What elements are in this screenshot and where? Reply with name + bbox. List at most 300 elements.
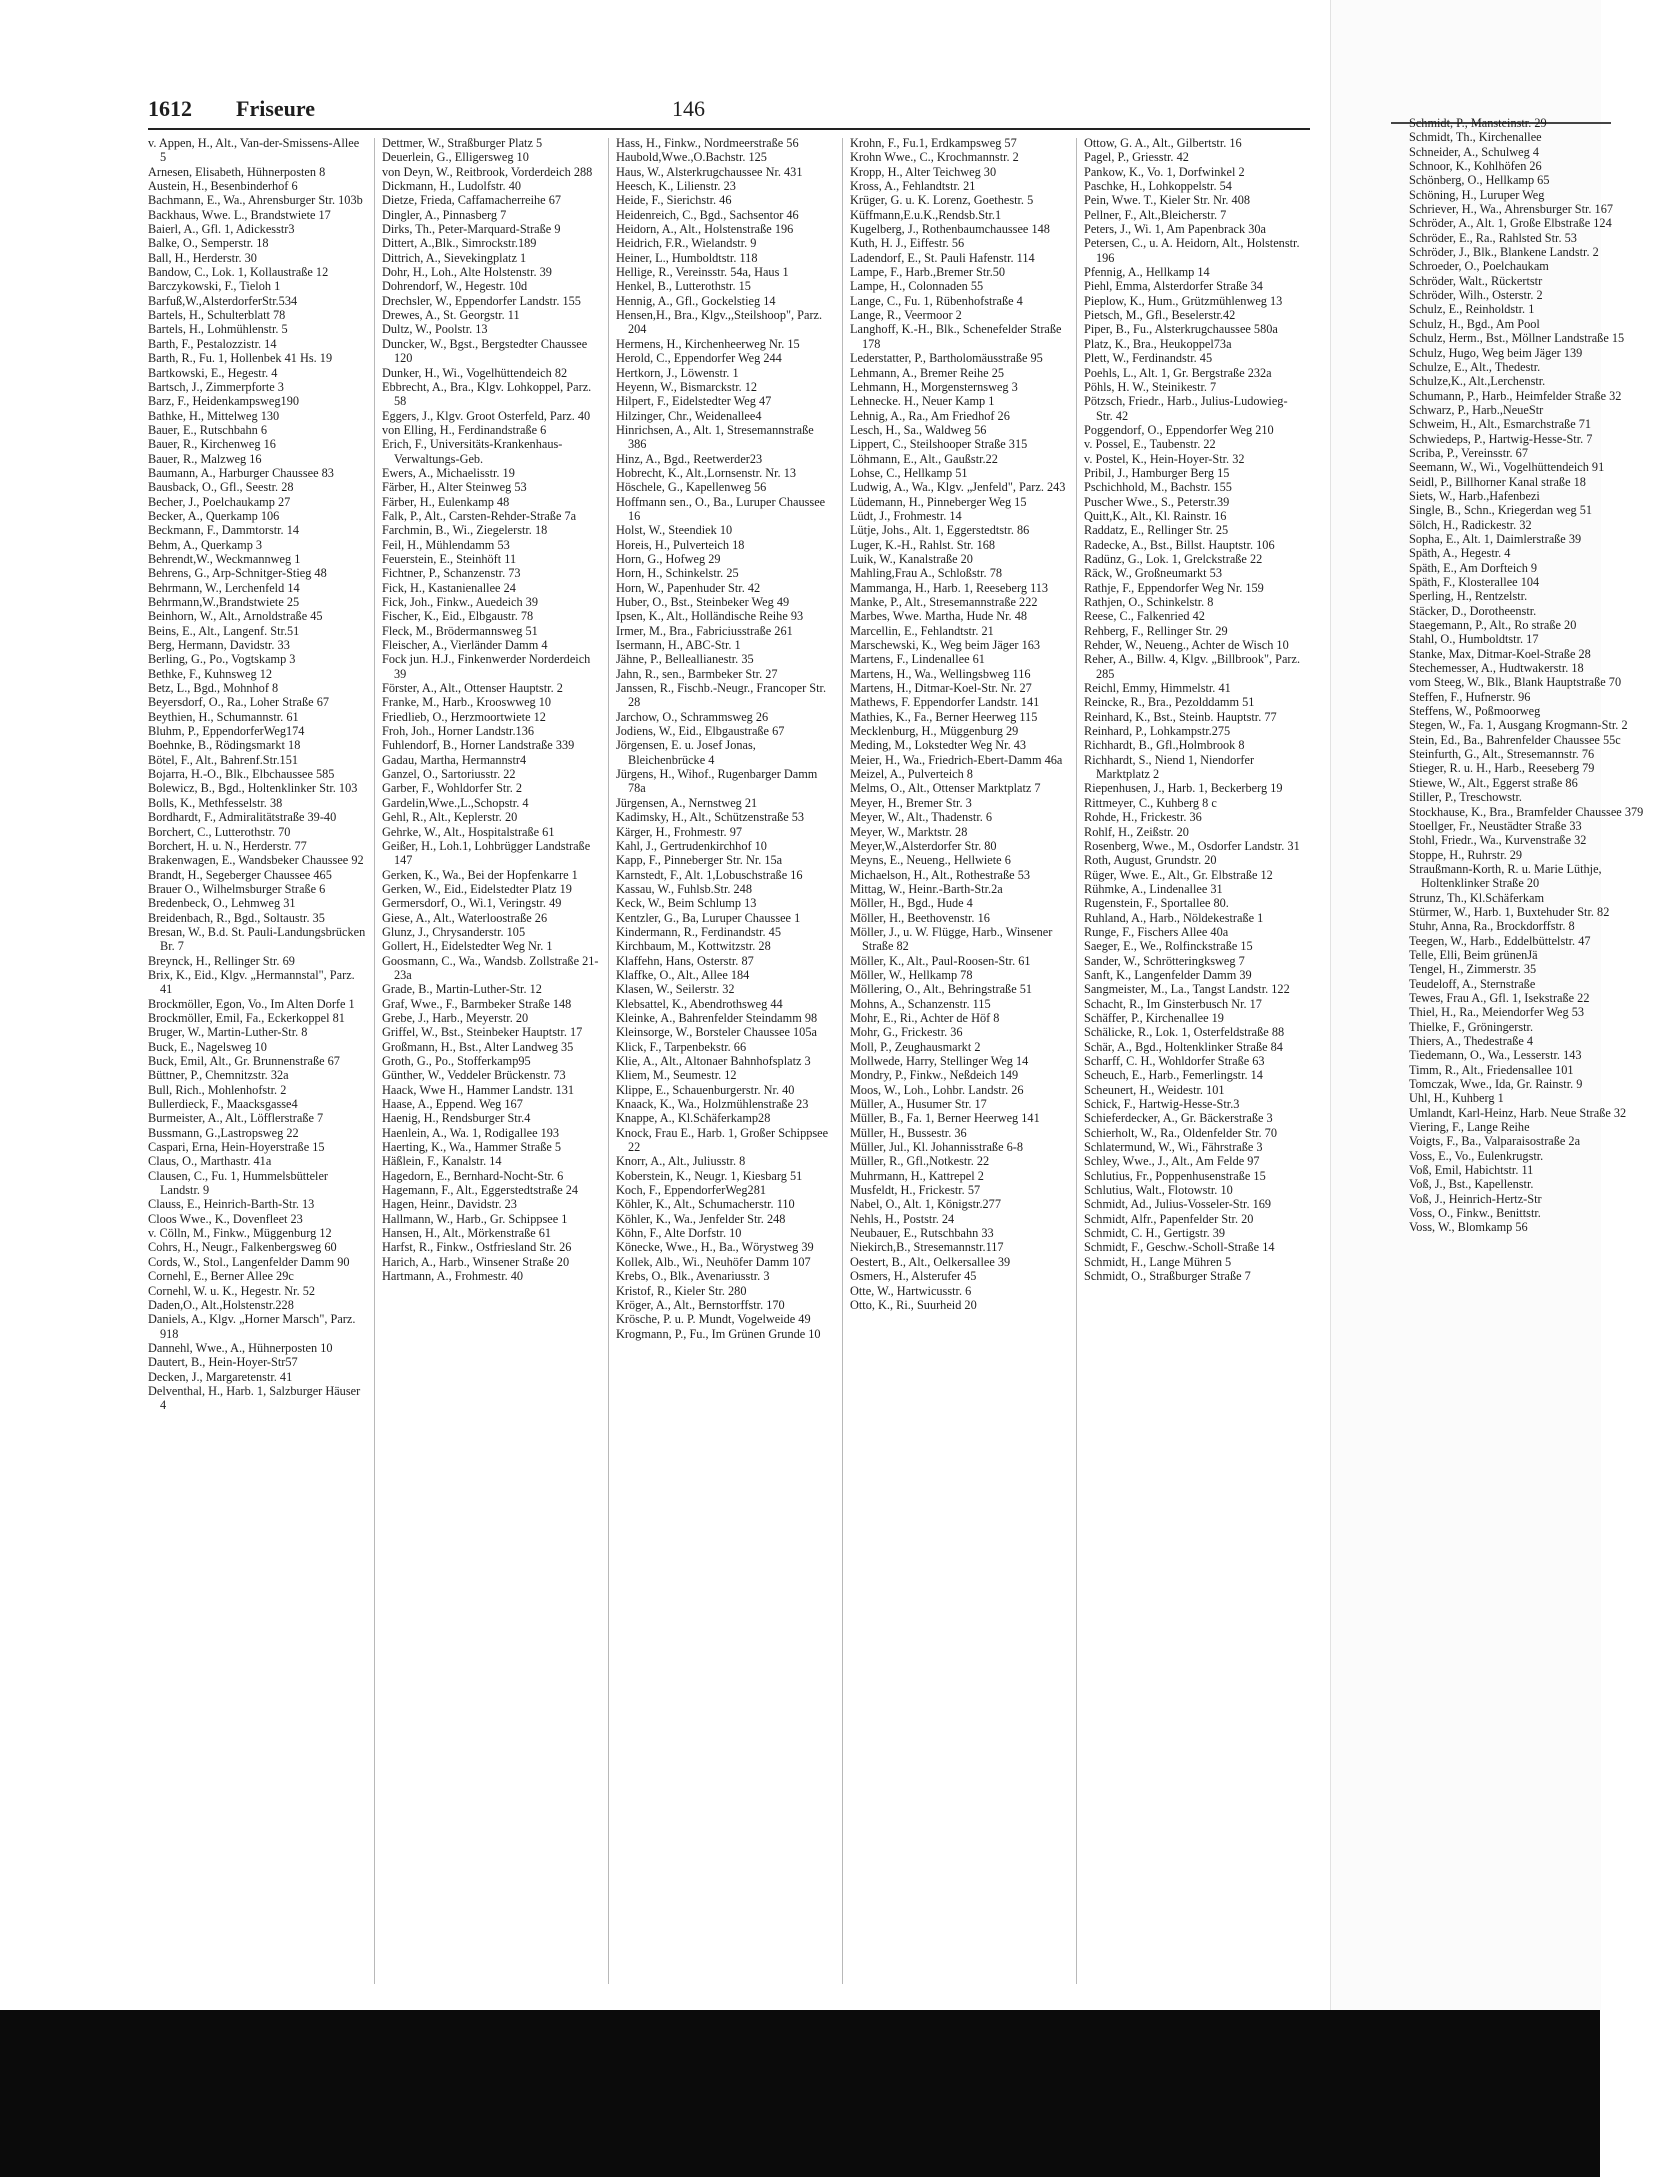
directory-entry: Bauer, R., Malzweg 16	[148, 451, 262, 466]
directory-entry: Piper, B., Fu., Alsterkrugchaussee 580a	[1084, 322, 1278, 337]
directory-entry: Schmidt, O., Straßburger Straße 7	[1084, 1269, 1251, 1284]
directory-entry: Osmers, H., Alsterufer 45	[850, 1269, 977, 1284]
directory-entry: Heidrich, F.R., Wielandstr. 9	[616, 236, 757, 251]
directory-entry: Barz, F., Heidenkampsweg190	[148, 394, 299, 409]
page-title: Friseure	[236, 96, 316, 121]
directory-entry: Scharff, C. H., Wohldorfer Straße 63	[1084, 1054, 1265, 1068]
directory-entry: Pöhls, H. W., Steinikestr. 7	[1084, 379, 1217, 394]
directory-entry: Sperling, H., Rentzelstr.	[1409, 589, 1528, 604]
directory-entry: Hoffmann sen., O., Ba., Luruper Chaussee 16	[616, 494, 826, 523]
directory-entry: Tomczak, Wwe., Ida, Gr. Rainstr. 9	[1409, 1077, 1583, 1092]
directory-entry: Mohr, G., Frickestr. 36	[850, 1025, 963, 1040]
directory-entry: Häßlein, F., Kanalstr. 14	[382, 1154, 502, 1169]
directory-entry: Pribil, J., Hamburger Berg 15	[1084, 465, 1230, 480]
directory-entry: Baumann, A., Harburger Chaussee 83	[148, 465, 334, 480]
directory-entry: Cords, W., Stol., Langenfelder Damm 90	[148, 1254, 350, 1269]
directory-entry: Stiewe, W., Alt., Eggerst straße 86	[1409, 775, 1578, 790]
directory-entry: Scriba, P., Vereinsstr. 67	[1409, 445, 1528, 460]
directory-entry: Voss, W., Blomkamp 56	[1409, 1220, 1528, 1235]
directory-entry: Löhmann, E., Alt., Gaußstr.22	[850, 451, 998, 466]
directory-entry: Otto, K., Ri., Suurheid 20	[850, 1297, 977, 1312]
directory-entry: Klie, A., Alt., Altonaer Bahnhofsplatz 3	[616, 1054, 811, 1068]
directory-entry: Steffens, W., Poßmoorweg	[1409, 704, 1541, 719]
directory-entry: Knaack, K., Wa., Holzmühlenstraße 23	[616, 1097, 809, 1112]
directory-entry: Schlatermund, W., Wi., Fährstraße 3	[1084, 1140, 1263, 1155]
directory-entry: Schröder, A., Alt. 1, Große Elbstraße 124	[1409, 216, 1612, 231]
directory-entry: Reese, C., Falkenried 42	[1084, 609, 1205, 624]
directory-entry: Feuerstein, E., Steinhöft 11	[382, 551, 517, 566]
directory-entry: Küffmann,E.u.K.,Rendsb.Str.1	[850, 207, 1002, 222]
directory-entry: Müller, B., Fa. 1, Berner Heerweg 141	[850, 1111, 1040, 1126]
directory-entry: Müller, R., Gfl.,Notkestr. 22	[850, 1154, 990, 1169]
directory-entry: Lüdt, J., Frohmestr. 14	[850, 508, 962, 523]
directory-entry: Dingler, A., Pinnasberg 7	[382, 207, 507, 222]
directory-entry: Decken, J., Margaretenstr. 41	[148, 1369, 293, 1384]
directory-entry: Bussmann, G.,Lastropsweg 22	[148, 1125, 299, 1140]
directory-entry: Haerting, K., Wa., Hammer Straße 5	[382, 1140, 562, 1155]
directory-entry: Meyer,W.,Alsterdorfer Str. 80	[850, 838, 997, 853]
directory-entry: Voß, J., Bst., Kapellenstr.	[1409, 1177, 1534, 1192]
directory-entry: Hennig, A., Gfl., Gockelstieg 14	[616, 293, 776, 308]
directory-entry: Bauer, R., Kirchenweg 16	[148, 437, 276, 452]
directory-entry: Straußmann-Korth, R. u. Marie Lüthje, Holtenklinker Straße 20	[1409, 861, 1602, 891]
directory-entry: Friedlieb, O., Herzmoortwiete 12	[382, 709, 546, 724]
directory-entry: Gadau, Martha, Hermannstr4	[382, 752, 527, 767]
directory-entry: Färber, H., Eulenkamp 48	[382, 494, 510, 509]
directory-entry: Behm, A., Querkamp 3	[148, 537, 263, 552]
directory-entry: Schmidt, F., Geschw.-Scholl-Straße 14	[1084, 1240, 1275, 1255]
directory-entry: Drechsler, W., Eppendorfer Landstr. 155	[382, 293, 581, 308]
directory-entry: Hilpert, F., Eidelstedter Weg 47	[616, 394, 772, 409]
directory-entry: Meding, M., Lokstedter Weg Nr. 43	[850, 738, 1027, 753]
directory-entry: Jörgensen, E. u. Josef Jonas, Bleichenbrücke 4	[616, 738, 756, 767]
directory-entry: Voss, E., Vo., Eulenkrugstr.	[1409, 1148, 1544, 1163]
directory-entry: Clauss, E., Heinrich-Barth-Str. 13	[148, 1197, 315, 1212]
directory-entry: Krebs, O., Blk., Avenariusstr. 3	[616, 1269, 770, 1284]
directory-entry: Kristof, R., Kieler Str. 280	[616, 1283, 747, 1298]
directory-entry: Stahl, O., Humboldtstr. 17	[1409, 632, 1539, 647]
directory-entry: Schulz, E., Reinholdstr. 1	[1409, 302, 1535, 317]
directory-entry: Keck, W., Beim Schlump 13	[616, 896, 757, 911]
directory-entry: Koberstein, K., Neugr. 1, Kiesbarg 51	[616, 1168, 803, 1183]
directory-entry: von Elling, H., Ferdinandstraße 6	[382, 422, 547, 437]
directory-entry: Seidl, P., Billhorner Kanal straße 18	[1409, 474, 1586, 489]
directory-entry: Behrmann, W., Lerchenfeld 14	[148, 580, 300, 595]
directory-entry: Schröder, Wilh., Osterstr. 2	[1409, 288, 1543, 303]
directory-entry: Sangmeister, M., La., Tangst Landstr. 122	[1084, 982, 1290, 997]
directory-entry: Fichtner, P., Schanzenstr. 73	[382, 566, 521, 581]
directory-entry: Grebe, J., Harb., Meyerstr. 20	[382, 1010, 529, 1025]
directory-entry: Harfst, R., Finkw., Ostfriesland Str. 26	[382, 1240, 572, 1255]
directory-entry: Gardelin,Wwe.,L.,Schopstr. 4	[382, 795, 529, 810]
directory-entry: Lehnecke. H., Neuer Kamp 1	[850, 394, 995, 409]
directory-entry: Stuhr, Anna, Ra., Brockdorffstr. 8	[1409, 919, 1575, 934]
directory-entry: Mondry, P., Finkw., Neßdeich 149	[850, 1068, 1019, 1083]
directory-entry: Kugelberg, J., Rothenbaumchaussee 148	[850, 222, 1050, 237]
directory-entry: Schulz, Herm., Bst., Möllner Landstraße 15	[1409, 331, 1625, 346]
directory-entry: Bolewicz, B., Bgd., Holtenklinker Str. 103	[148, 781, 358, 796]
directory-entry: Fleischer, A., Vierländer Damm 4	[382, 638, 548, 653]
directory-entry: Klasen, W., Seilerstr. 32	[616, 982, 735, 997]
directory-entry: Irmer, M., Bra., Fabriciusstraße 261	[616, 623, 793, 638]
directory-entry: Schmidt, Th., Kirchenallee	[1409, 130, 1542, 145]
directory-entry: Hartmann, A., Frohmestr. 40	[382, 1269, 524, 1284]
directory-entry: Horn, W., Papenhuder Str. 42	[616, 580, 761, 595]
directory-entry: Gehrke, W., Alt., Hospitalstraße 61	[382, 824, 555, 839]
directory-entry: Voß, J., Heinrich-Hertz-Str	[1409, 1191, 1542, 1206]
directory-entry: Rittmeyer, C., Kuhberg 8 c	[1084, 795, 1217, 810]
directory-entry: Behrens, G., Arp-Schnitger-Stieg 48	[148, 566, 327, 581]
directory-entry: Dannehl, Wwe., A., Hühnerposten 10	[148, 1340, 333, 1355]
directory-entry: Richhardt, S., Niend 1, Niendorfer Marktplatz 2	[1084, 752, 1255, 782]
directory-entry: Brockmöller, Emil, Fa., Eckerkoppel 81	[148, 1010, 345, 1025]
directory-entry: Musfeldt, H., Frickestr. 57	[850, 1183, 981, 1198]
directory-entry: Hansen, H., Alt., Mörkenstraße 61	[382, 1226, 552, 1241]
directory-entry: Bluhm, P., EppendorferWeg174	[148, 724, 305, 739]
directory-entry: Rohde, H., Frickestr. 36	[1084, 810, 1202, 825]
column-divider	[608, 138, 609, 1984]
directory-entry: Steinfurth, G., Alt., Stresemannstr. 76	[1409, 747, 1595, 762]
directory-entry: Poehls, L., Alt. 1, Gr. Bergstraße 232a	[1084, 365, 1272, 380]
directory-columns	[148, 136, 1318, 1986]
directory-entry: Mammanga, H., Harb. 1, Reeseberg 113	[850, 580, 1049, 595]
directory-entry: Kuth, H. J., Eiffestr. 56	[850, 236, 965, 251]
directory-entry: Paschke, H., Lohkoppelstr. 54	[1084, 179, 1232, 194]
directory-entry: Dirks, Th., Peter-Marquard-Straße 9	[382, 222, 561, 237]
directory-entry: Holst, W., Steendiek 10	[616, 523, 733, 538]
directory-entry: Höschele, G., Kapellenweg 56	[616, 480, 767, 495]
directory-entry: Pieplow, K., Hum., Grützmühlenweg 13	[1084, 293, 1283, 308]
directory-entry: Meyer, H., Bremer Str. 3	[850, 795, 972, 810]
directory-entry: Single, B., Schn., Kriegerdan weg 51	[1409, 503, 1593, 518]
directory-entry: Schär, A., Bgd., Holtenklinker Straße 84	[1084, 1039, 1283, 1054]
directory-entry: Moos, W., Loh., Lohbr. Landstr. 26	[850, 1082, 1024, 1097]
directory-entry: Ludwig, A., Wa., Klgv. „Jenfeld", Parz. 243	[850, 480, 1066, 495]
directory-entry: Pankow, K., Vo. 1, Dorfwinkel 2	[1084, 164, 1245, 179]
directory-entry: Heide, F., Sierichstr. 46	[616, 193, 732, 208]
directory-entry: Burmeister, A., Alt., Löfflerstraße 7	[148, 1111, 324, 1126]
directory-entry: Ewers, A., Michaelisstr. 19	[382, 465, 515, 480]
directory-entry: vom Steeg, W., Blk., Blank Hauptstraße 70	[1409, 675, 1622, 690]
directory-entry: Reincke, R., Bra., Pezolddamm 51	[1084, 695, 1255, 710]
directory-entry: Bauer, E., Rutschbahn 6	[148, 422, 268, 437]
directory-entry: Umlandt, Karl-Heinz, Harb. Neue Straße 32	[1409, 1105, 1627, 1120]
directory-entry: Klaffehn, Hans, Osterstr. 87	[616, 953, 754, 968]
directory-entry: Schäffer, P., Kirchenallee 19	[1084, 1010, 1224, 1025]
directory-entry: Becker, A., Querkamp 106	[148, 508, 280, 523]
directory-entry: Krohn Wwe., C., Krochmannstr. 2	[850, 150, 1019, 165]
directory-entry: Ladendorf, E., St. Pauli Hafenstr. 114	[850, 250, 1035, 265]
directory-entry: Uhl, H., Kuhberg 1	[1409, 1091, 1504, 1106]
directory-entry: Förster, A., Alt., Ottenser Hauptstr. 2	[382, 681, 563, 696]
directory-entry: Hensen,H., Bra., Klgv.,,Steilshoop", Parz. 204	[616, 308, 823, 337]
directory-entry: Platz, K., Bra., Heukoppel73a	[1084, 336, 1232, 351]
directory-entry: Thiel, H., Ra., Meiendorfer Weg 53	[1409, 1005, 1584, 1020]
directory-entry: Brandt, H., Segeberger Chaussee 465	[148, 867, 332, 882]
directory-entry: Ottow, G. A., Alt., Gilbertstr. 16	[1084, 136, 1242, 150]
directory-entry: Grade, B., Martin-Luther-Str. 12	[382, 982, 542, 997]
directory-entry: Daniels, A., Klgv. „Horner Marsch", Parz. 918	[148, 1312, 356, 1341]
directory-entry: Henkel, B., Lutterothstr. 15	[616, 279, 751, 294]
directory-entry: Dittrich, A., Sievekingplatz 1	[382, 250, 527, 265]
directory-entry: Großmann, H., Bst., Alter Landweg 35	[382, 1039, 574, 1054]
directory-entry: Köhler, K., Alt., Schumacherstr. 110	[616, 1197, 795, 1212]
directory-entry: Harich, A., Harb., Winsener Straße 20	[382, 1254, 570, 1269]
directory-entry: Scheunert, H., Weidestr. 101	[1084, 1082, 1225, 1097]
directory-column-4	[850, 136, 1068, 1986]
directory-entry: Brockmöller, Egon, Vo., Im Alten Dorfe 1	[148, 996, 355, 1011]
directory-entry: Hallmann, W., Harb., Gr. Schippsee 1	[382, 1211, 568, 1226]
directory-entry: Stockhause, K., Bra., Bramfelder Chaussee 379	[1409, 804, 1644, 819]
directory-entry: Petersen, C., u. A. Heidorn, Alt., Holstenstr. 196	[1084, 236, 1300, 265]
directory-entry: Reinhard, P., Lohkampstr.275	[1084, 724, 1231, 739]
directory-entry: Borchert, C., Lutterothstr. 70	[148, 824, 291, 839]
directory-entry: Peters, J., Wi. 1, Am Papenbrack 30a	[1084, 222, 1266, 237]
directory-entry: Kleinsorge, W., Borsteler Chaussee 105a	[616, 1025, 817, 1040]
directory-entry: Scheuch, E., Harb., Femerlingstr. 14	[1084, 1068, 1263, 1083]
directory-entry: Hinrichsen, A., Alt. 1, Stresemannstraße 386	[616, 422, 814, 452]
directory-entry: Mathews, F. Eppendorfer Landstr. 141	[850, 695, 1040, 710]
directory-entry: Möller, K., Alt., Paul-Roosen-Str. 61	[850, 953, 1031, 968]
directory-entry: Lehmann, H., Morgensternsweg 3	[850, 379, 1018, 394]
directory-entry: Telle, Elli, Beim grünenJä	[1409, 947, 1538, 962]
directory-entry: Brakenwagen, E., Wandsbeker Chaussee 92	[148, 853, 364, 868]
directory-entry: Claus, O., Marthastr. 41a	[148, 1154, 272, 1169]
directory-entry: Dautert, B., Hein-Hoyer-Str57	[148, 1355, 298, 1370]
directory-entry: Lütje, Johs., Alt. 1, Eggerstedtstr. 86	[850, 523, 1030, 538]
directory-entry: Graf, Wwe., F., Barmbeker Straße 148	[382, 996, 572, 1011]
directory-entry: Roth, August, Grundstr. 20	[1084, 853, 1217, 868]
directory-entry: Cornehl, W. u. K., Hegestr. Nr. 52	[148, 1283, 316, 1298]
directory-entry: Hilzinger, Chr., Weidenallee4	[616, 408, 762, 423]
directory-entry: Lüdemann, H., Pinneberger Weg 15	[850, 494, 1027, 509]
directory-entry: Lesch, H., Sa., Waldweg 56	[850, 422, 987, 437]
directory-entry: Schley, Wwe., J., Alt., Am Felde 97	[1084, 1154, 1260, 1169]
directory-entry: Mollwede, Harry, Stellinger Weg 14	[850, 1054, 1029, 1068]
directory-entry: Beyersdorf, O., Ra., Loher Straße 67	[148, 695, 329, 710]
directory-entry: v. Postel, K., Hein-Hoyer-Str. 32	[1084, 451, 1245, 466]
directory-entry: Heyenn, W., Bismarckstr. 12	[616, 379, 758, 394]
directory-entry: Kahl, J., Gertrudenkirchhof 10	[616, 838, 767, 853]
directory-entry: Krüger, G. u. K. Lorenz, Goethestr. 5	[850, 193, 1034, 208]
directory-entry: Stanke, Max, Ditmar-Koel-Straße 28	[1409, 646, 1591, 661]
directory-entry: Cornehl, E., Berner Allee 29c	[148, 1269, 294, 1284]
header-rule	[148, 128, 1310, 130]
directory-entry: Niekirch,B., Stresemannstr.117	[850, 1240, 1004, 1255]
directory-entry: Kollek, Alb., Wi., Neuhöfer Damm 107	[616, 1254, 811, 1269]
directory-entry: Koch, F., EppendorferWeg281	[616, 1183, 766, 1198]
directory-entry: von Deyn, W., Reitbrook, Vorderdeich 288	[382, 164, 593, 179]
adjacent-page-column	[1409, 116, 1669, 1976]
directory-entry: Delventhal, H., Harb. 1, Salzburger Häuser 4	[148, 1383, 361, 1413]
directory-entry: Hermens, H., Kirchenheerweg Nr. 15	[616, 336, 800, 351]
directory-entry: Schulz, H., Bgd., Am Pool	[1409, 316, 1540, 331]
directory-entry: Kropp, H., Alter Teichweg 30	[850, 164, 997, 179]
directory-entry: Schieferdecker, A., Gr. Bäckerstraße 3	[1084, 1111, 1273, 1126]
directory-entry: Schwiedeps, P., Hartwig-Hesse-Str. 7	[1409, 431, 1593, 446]
directory-entry: v. Cölln, M., Finkw., Müggenburg 12	[148, 1226, 332, 1241]
directory-entry: Giese, A., Alt., Waterloostraße 26	[382, 910, 548, 925]
directory-entry: Strunz, Th., Kl.Schäferkam	[1409, 890, 1545, 905]
directory-entry: Meyer, W., Marktstr. 28	[850, 824, 968, 839]
directory-entry: Voigts, F., Ba., Valparaisostraße 2a	[1409, 1134, 1581, 1149]
directory-entry: Huber, O., Bst., Steinbeker Weg 49	[616, 595, 790, 609]
directory-entry: Backhaus, Wwe. L., Brandstwiete 17	[148, 207, 331, 222]
directory-entry: Hagen, Heinr., Davidstr. 23	[382, 1197, 517, 1212]
directory-entry: Nabel, O., Alt. 1, Königstr.277	[850, 1197, 1001, 1212]
directory-entry: Mittag, W., Heinr.-Barth-Str.2a	[850, 881, 1003, 896]
center-page-number: 146	[672, 96, 705, 121]
directory-entry: Ball, H., Herderstr. 30	[148, 250, 257, 265]
directory-entry: Behrendt,W., Weckmannweg 1	[148, 551, 301, 566]
directory-entry: Riepenhusen, J., Harb. 1, Beckerberg 19	[1084, 781, 1283, 796]
column-divider	[842, 138, 843, 1984]
directory-entry: Müller, Jul., Kl. Johannisstraße 6-8	[850, 1140, 1024, 1155]
directory-entry: Meyer, W., Alt., Thadenstr. 6	[850, 810, 993, 825]
directory-entry: Teudeloff, A., Sternstraße	[1409, 976, 1536, 991]
directory-entry: Möller, H., Bgd., Hude 4	[850, 896, 973, 911]
directory-entry: Schierholt, W., Ra., Oldenfelder Str. 70	[1084, 1125, 1277, 1140]
directory-entry: Betz, L., Bgd., Mohnhof 8	[148, 681, 279, 696]
directory-entry: Schacht, R., Im Ginsterbusch Nr. 17	[1084, 996, 1262, 1011]
directory-entry: Dietze, Frieda, Caffamacherreihe 67	[382, 193, 562, 208]
directory-entry: Bullerdieck, F., Maacksgasse4	[148, 1097, 298, 1112]
directory-entry: Schmidt, Alfr., Papenfelder Str. 20	[1084, 1211, 1254, 1226]
directory-entry: Karnstedt, F., Alt. 1,Lobuschstraße 16	[616, 867, 803, 882]
directory-entry: Dunker, H., Wi., Vogelhüttendeich 82	[382, 365, 568, 380]
directory-entry: Kleinke, A., Bahrenfelder Steindamm 98	[616, 1010, 818, 1025]
directory-entry: Haus, W., Alsterkrugchaussee Nr. 431	[616, 164, 803, 179]
directory-entry: Bartels, H., Lohmühlenstr. 5	[148, 322, 288, 337]
directory-entry: Schweim, H., Alt., Esmarchstraße 71	[1409, 417, 1592, 432]
directory-entry: Isermann, H., ABC-Str. 1	[616, 638, 741, 653]
directory-entry: Cohrs, H., Neugr., Falkenbergsweg 60	[148, 1240, 337, 1255]
directory-entry: Raddatz, E., Rellinger Str. 25	[1084, 523, 1229, 538]
directory-entry: Brauer O., Wilhelmsburger Straße 6	[148, 881, 326, 896]
directory-entry: Saeger, E., We., Rolfinckstraße 15	[1084, 939, 1253, 954]
directory-entry: Gehl, R., Alt., Keplerstr. 20	[382, 810, 518, 825]
directory-entry: Mecklenburg, H., Müggenburg 29	[850, 724, 1019, 739]
directory-column-3	[616, 136, 834, 1986]
directory-entry: Germersdorf, O., Wi.1, Veringstr. 49	[382, 896, 562, 911]
directory-entry: Haenlein, A., Wa. 1, Rodigallee 193	[382, 1125, 560, 1140]
directory-entry: Drewes, A., St. Georgstr. 11	[382, 308, 520, 323]
directory-entry: Gerken, K., Wa., Bei der Hopfenkarre 1	[382, 867, 578, 882]
directory-entry: Bordhardt, F., Admiralitätstraße 39-40	[148, 810, 337, 825]
directory-entry: Heidorn, A., Alt., Holstenstraße 196	[616, 222, 794, 237]
directory-entry: Fick, Joh., Finkw., Auedeich 39	[382, 595, 538, 609]
directory-entry: Hagedorn, E., Bernhard-Nocht-Str. 6	[382, 1168, 564, 1183]
directory-entry: Thielke, F., Gröningerstr.	[1409, 1019, 1534, 1034]
directory-entry: Beinhorn, W., Alt., Arnoldstraße 45	[148, 609, 323, 624]
directory-entry: Lippert, C., Steilshooper Straße 315	[850, 437, 1028, 452]
directory-entry: Sopha, E., Alt. 1, Daimlerstraße 39	[1409, 531, 1582, 546]
directory-entry: Stohl, Friedr., Wa., Kurvenstraße 32	[1409, 833, 1587, 848]
directory-entry: Lange, C., Fu. 1, Rübenhofstraße 4	[850, 293, 1023, 308]
directory-entry: Austein, H., Besenbinderhof 6	[148, 179, 298, 194]
directory-entry: Janssen, R., Fischb.-Neugr., Francoper Str. 28	[616, 681, 827, 710]
directory-entry: Arnesen, Elisabeth, Hühnerposten 8	[148, 164, 326, 179]
adjacent-page-edge	[1330, 0, 1644, 2010]
directory-entry: Späth, F., Klosterallee 104	[1409, 575, 1540, 589]
directory-entry: Lampe, F., Harb.,Bremer Str.50	[850, 265, 1006, 280]
directory-entry: Dohrendorf, W., Hegestr. 10d	[382, 279, 528, 294]
scan-background	[0, 2010, 1600, 2177]
directory-entry: Schneider, A., Schulweg 4	[1409, 144, 1539, 159]
directory-entry: Späth, A., Hegestr. 4	[1409, 546, 1511, 561]
directory-entry: Sölch, H., Radickestr. 32	[1409, 517, 1532, 532]
directory-entry: Hobrecht, K., Alt.,Lornsenstr. Nr. 13	[616, 465, 796, 480]
directory-entry: Schulze, E., Alt., Thedestr.	[1409, 359, 1541, 374]
directory-entry: Haase, A., Eppend. Weg 167	[382, 1097, 523, 1112]
directory-entry: Bojarra, H.-O., Blk., Elbchaussee 585	[148, 767, 335, 782]
directory-entry: Bachmann, E., Wa., Ahrensburger Str. 103b	[148, 193, 363, 208]
directory-entry: Schmidt, C. H., Gertigstr. 39	[1084, 1226, 1226, 1241]
directory-entry: Jähne, P., Belleallianestr. 35	[616, 652, 754, 667]
directory-entry: Muhrmann, H., Kattrepel 2	[850, 1168, 984, 1183]
directory-entry: Schlutius, Walt., Flotowstr. 10	[1084, 1183, 1233, 1198]
directory-entry: Bresan, W., B.d. St. Pauli-Landungsbrücken Br. 7	[148, 924, 366, 954]
directory-entry: Richhardt, B., Gfl.,Holmbrook 8	[1084, 738, 1245, 753]
directory-entry: Gollert, H., Eidelstedter Weg Nr. 1	[382, 939, 553, 954]
directory-entry: Ebbrecht, A., Bra., Klgv. Lohkoppel, Parz. 58	[382, 379, 592, 409]
directory-entry: Poggendorf, O., Eppendorfer Weg 210	[1084, 422, 1274, 437]
directory-entry: Puscher Wwe., S., Peterstr.39	[1084, 494, 1230, 509]
directory-entry: Kapp, F., Pinneberger Str. Nr. 15a	[616, 853, 783, 868]
directory-entry: Marcellin, E., Fehlandtstr. 21	[850, 623, 994, 638]
directory-entry: Stoellger, Fr., Neustädter Straße 33	[1409, 818, 1582, 833]
directory-entry: Fuhlendorf, B., Horner Landstraße 339	[382, 738, 575, 753]
directory-column-5	[1084, 136, 1302, 1986]
directory-entry: Moll, P., Zeughausmarkt 2	[850, 1039, 981, 1054]
directory-entry: Krösche, P. u. P. Mundt, Vogelweide 49	[616, 1312, 811, 1327]
directory-entry: Späth, E., Am Dorfteich 9	[1409, 560, 1538, 575]
directory-entry: Knock, Frau E., Harb. 1, Großer Schippsee 22	[616, 1125, 829, 1155]
directory-entry: Günther, W., Veddeler Brückenstr. 73	[382, 1068, 566, 1083]
directory-entry: Fick, H., Kastanienallee 24	[382, 580, 516, 595]
directory-entry: Stoppe, H., Ruhrstr. 29	[1409, 847, 1523, 862]
directory-entry: Kirchbaum, M., Kottwitzstr. 28	[616, 939, 771, 954]
directory-entry: Rugenstein, F., Sportallee 80.	[1084, 896, 1229, 911]
directory-entry: Lohse, C., Hellkamp 51	[850, 465, 968, 480]
directory-entry: Dettmer, W., Straßburger Platz 5	[382, 136, 543, 150]
directory-entry: Barczykowski, F., Tieloh 1	[148, 279, 281, 294]
directory-entry: Kassau, W., Fuhlsb.Str. 248	[616, 881, 752, 896]
directory-entry: Martens, F., Lindenallee 61	[850, 652, 985, 667]
page-header	[148, 96, 1310, 126]
directory-entry: Möllering, O., Alt., Behringstraße 51	[850, 982, 1033, 997]
directory-entry: Kindermann, R., Ferdinandstr. 45	[616, 924, 781, 939]
directory-entry: Lehmann, A., Bremer Reihe 25	[850, 365, 1005, 380]
directory-entry: Caspari, Erna, Hein-Hoyerstraße 15	[148, 1140, 325, 1155]
directory-entry: Schmidt, Ad., Julius-Vosseler-Str. 169	[1084, 1197, 1272, 1212]
directory-entry: Lampe, H., Colonnaden 55	[850, 279, 984, 294]
directory-entry: Piehl, Emma, Alsterdorfer Straße 34	[1084, 279, 1263, 294]
directory-entry: Radünz, G., Lok. 1, Grelckstraße 22	[1084, 551, 1263, 566]
directory-entry: Sander, W., Schrötteringksweg 7	[1084, 953, 1245, 968]
directory-entry: Hagemann, F., Alt., Eggerstedtstraße 24	[382, 1183, 579, 1198]
directory-entry: Ruhland, A., Harb., Nöldekestraße 1	[1084, 910, 1264, 925]
directory-entry: Heesch, K., Lilienstr. 23	[616, 179, 736, 194]
directory-entry: Griffel, W., Bst., Steinbeker Hauptstr. 17	[382, 1025, 583, 1040]
column-divider	[374, 138, 375, 1984]
directory-entry: Viering, F., Lange Reihe	[1409, 1120, 1530, 1135]
directory-entry: Neubauer, E., Rutschbahn 33	[850, 1226, 994, 1241]
directory-entry: Rüger, Wwe. E., Alt., Gr. Elbstraße 12	[1084, 867, 1273, 882]
directory-entry: Buck, Emil, Alt., Gr. Brunnenstraße 67	[148, 1054, 340, 1068]
directory-entry: Radecke, A., Bst., Billst. Hauptstr. 106	[1084, 537, 1275, 552]
directory-entry: Eggers, J., Klgv. Groot Osterfeld, Parz. 40	[382, 408, 591, 423]
